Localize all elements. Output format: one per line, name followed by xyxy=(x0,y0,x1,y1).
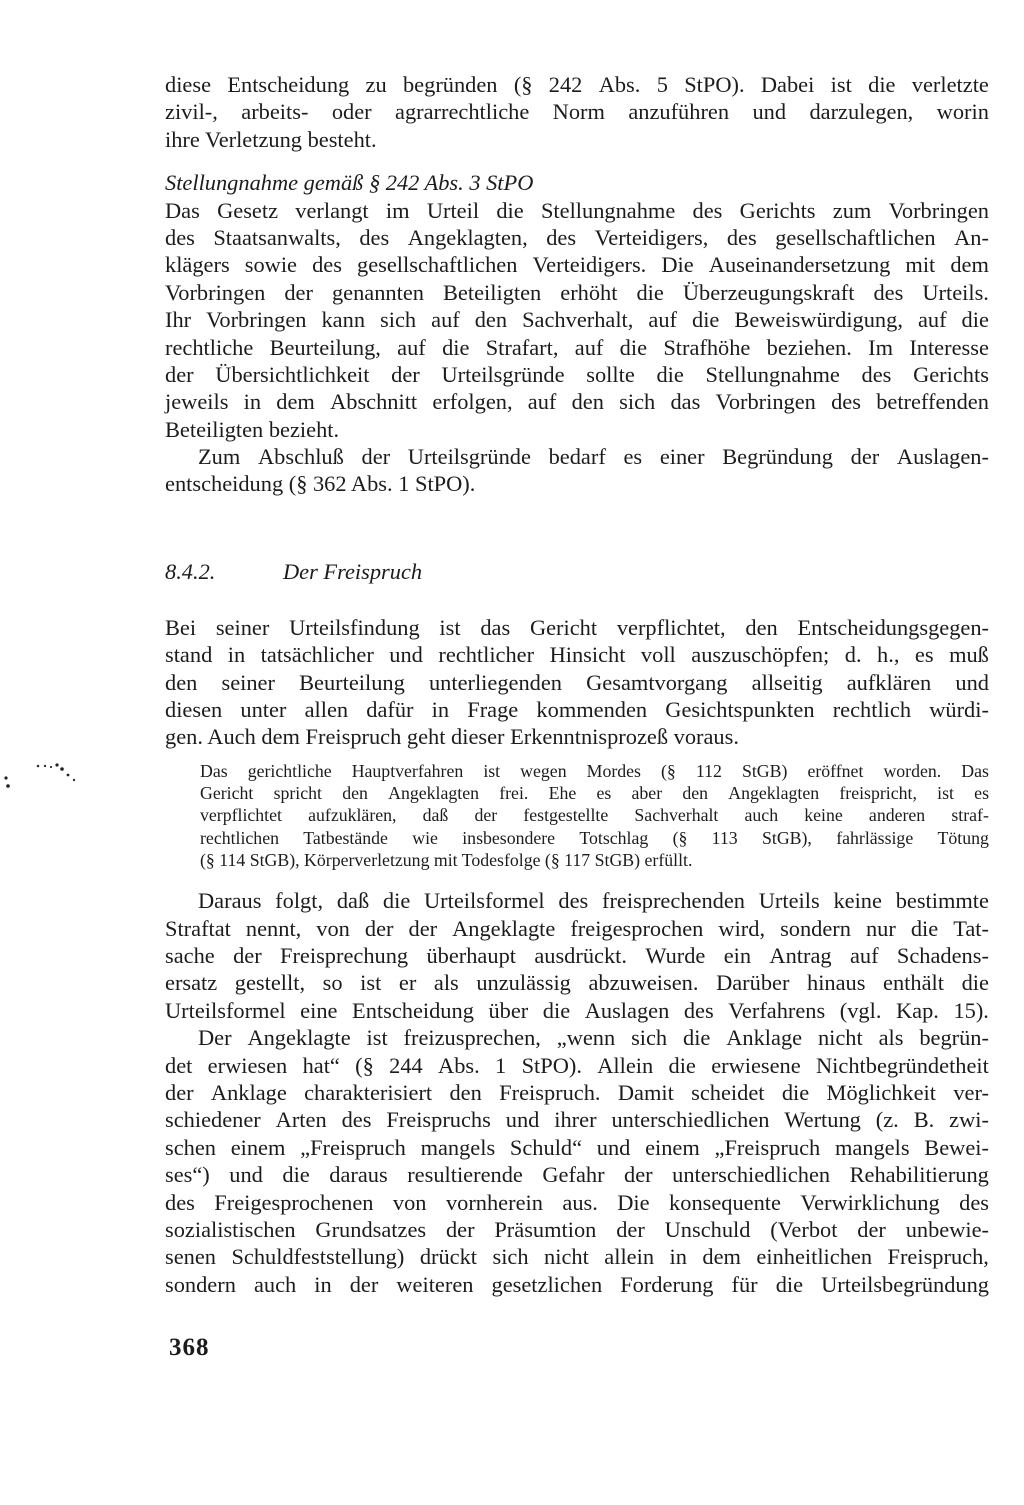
document-page xyxy=(165,71,989,1298)
text-line: diese Entscheidung zu begründen (§ 242 Abs. 5 StPO). Dabei ist die verletzte xyxy=(165,72,989,97)
text-line: det erwiesen hat“ (§ 244 Abs. 1 StPO). Allein die erwiesene Nichtbegründetheit xyxy=(165,1052,989,1078)
text-line: ihre Verletzung besteht. xyxy=(165,126,377,152)
text-line: jeweils in dem Abschnitt erfolgen, auf den sich das Vorbringen des betreffenden xyxy=(165,389,989,415)
text-line: sache der Freisprechung überhaupt ausdrückt. Wurde ein Antrag auf Schadens- xyxy=(165,943,989,969)
paragraph-5 xyxy=(165,887,989,1024)
text-line: Bei seiner Urteilsfindung ist das Gericht verpflichtet, den Entscheidungsgegen- xyxy=(165,614,989,640)
text-line: der Übersichtlichkeit der Urteilsgründe sollte die Stellungnahme des Gerichts xyxy=(165,361,989,387)
margin-scan-speck xyxy=(2,758,82,803)
paragraph-6 xyxy=(165,1024,989,1298)
text-line: ersatz gestellt, so ist er als unzulässig abzuweisen. Darüber hinaus enthält die xyxy=(165,970,989,996)
text-line: entscheidung (§ 362 Abs. 1 StPO). xyxy=(165,471,476,497)
paragraph-3 xyxy=(165,443,989,498)
text-line: schen einem „Freispruch mangels Schuld“ und einem „Freispruch mangels Bewei- xyxy=(165,1134,989,1160)
text-line: Der Angeklagte ist freizusprechen, „wenn sich die Anklage nicht als begrün- xyxy=(198,1025,989,1051)
example-line: Das gerichtliche Hauptverfahren ist wegen Mordes (§ 112 StGB) eröffnet worden. Das xyxy=(200,760,989,781)
text-line: ses“) und die daraus resultierende Gefahr der unterschiedlichen Rehabilitierung xyxy=(165,1162,989,1188)
paragraph-2 xyxy=(165,197,989,444)
text-line: sondern auch in der weiteren gesetzlichen Forderung für die Urteilsbegründung xyxy=(165,1271,989,1297)
example-line: (§ 114 StGB), Körperverletzung mit Todesfolge (§ 117 StGB) erfüllt. xyxy=(200,850,693,870)
text-line: des Staatsanwalts, des Angeklagten, des Verteidigers, des gesellschaftlichen An- xyxy=(165,224,989,250)
text-line: zivil-, arbeits- oder agrarrechtliche Norm anzuführen und darzulegen, worin xyxy=(165,99,989,125)
example-line: verpflichtet aufzuklären, daß der festgestellte Sachverhalt auch keine anderen straf- xyxy=(200,805,989,826)
paragraph-1 xyxy=(165,71,989,153)
text-line: diesen unter allen dafür in Frage kommenden Gesichtspunkten rechtlich würdi- xyxy=(165,697,989,723)
text-line: Ihr Vorbringen kann sich auf den Sachverhalt, auf die Beweiswürdigung, auf die xyxy=(165,307,989,333)
subheading: Stellungnahme gemäß § 242 Abs. 3 StPO xyxy=(165,170,534,196)
example-line: Gericht spricht den Angeklagten frei. Ehe es aber den Angeklagten freispricht, ist es xyxy=(200,783,989,804)
text-line: den seiner Beurteilung unterliegenden Gesamtvorgang allseitig aufklären und xyxy=(165,669,989,695)
text-line: Daraus folgt, daß die Urteilsformel des freisprechenden Urteils keine bestimmte xyxy=(198,888,989,914)
text-line: stand in tatsächlicher und rechtlicher Hinsicht voll auszuschöpfen; d. h., es muß xyxy=(165,642,989,668)
text-line: Vorbringen der genannten Beteiligten erhöht die Überzeugungskraft des Urteils. xyxy=(165,279,989,305)
text-line: Beteiligten bezieht. xyxy=(165,416,340,442)
example-block xyxy=(165,760,989,871)
text-line: des Freigesprochenen von vornherein aus. Die konsequente Verwirklichung des xyxy=(165,1189,989,1215)
text-line: rechtliche Beurteilung, auf die Strafart, auf die Strafhöhe beziehen. Im Interesse xyxy=(165,334,989,360)
text-line: Straftat nennt, von der der Angeklagte freigesprochen wird, sondern nur die Tat- xyxy=(165,915,989,941)
text-line: Zum Abschluß der Urteilsgründe bedarf es einer Begründung der Auslagen- xyxy=(198,444,989,470)
text-line: senen Schuldfeststellung) drückt sich nicht allein in dem einheitlichen Freispruch, xyxy=(165,1244,989,1270)
text-line: Urteilsformel eine Entscheidung über die Auslagen des Verfahrens (vgl. Kap. 15). xyxy=(165,997,989,1023)
paragraph-4 xyxy=(165,614,989,751)
text-line: der Anklage charakterisiert den Freispruch. Damit scheidet die Möglichkeit ver- xyxy=(165,1080,989,1106)
text-line: Das Gesetz verlangt im Urteil die Stellungnahme des Gerichts zum Vorbringen xyxy=(165,197,989,223)
text-line: sozialistischen Grundsatzes der Präsumtion der Unschuld (Verbot der unbewie- xyxy=(165,1216,989,1242)
text-line: gen. Auch dem Freispruch geht dieser Erkenntnisprozeß voraus. xyxy=(165,724,739,750)
text-line: schiedener Arten des Freispruchs und ihrer unterschiedlichen Wertung (z. B. zwi- xyxy=(165,1107,989,1133)
page-number: 368 xyxy=(169,1334,210,1361)
section-number: 8.4.2. xyxy=(165,558,216,584)
text-line: klägers sowie des gesellschaftlichen Verteidigers. Die Auseinandersetzung mit dem xyxy=(165,252,989,278)
section-heading xyxy=(165,558,989,586)
section-title: Der Freispruch xyxy=(283,558,423,584)
example-line: rechtlichen Tatbestände wie insbesondere Totschlag (§ 113 StGB), fahrlässige Tötung xyxy=(200,827,989,848)
